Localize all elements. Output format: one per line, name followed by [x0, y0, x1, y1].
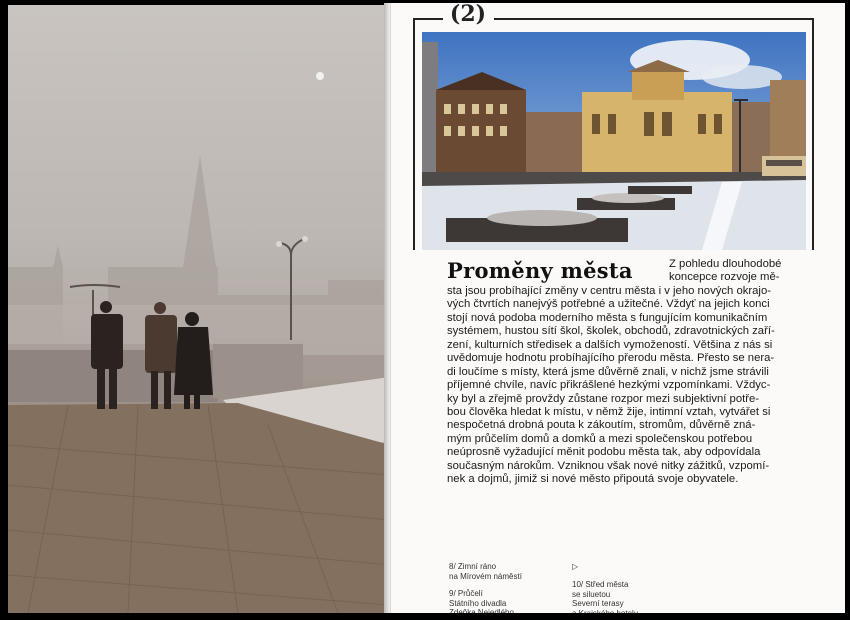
caption-line: 9/ Průčelí [449, 589, 483, 598]
bottom-edge [0, 613, 850, 620]
theatre-square-illustration [422, 32, 806, 250]
article-title: Proměny města [447, 258, 633, 283]
body-line: současným nárokům. Vzniknou však nové nitky zážitků, vzpomí- [447, 459, 770, 472]
body-line: bou člověka hledat k místu, v němž žije, intimní vztah, vytvářet si [447, 405, 771, 418]
caption-line: se siluetou [572, 589, 611, 599]
foggy-square-photo [8, 5, 390, 613]
body-line: koncepce rozvoje mě- [669, 271, 780, 284]
body-line: neúprosně vyžadující měnit podobu města tak, aby odpovídala [447, 446, 761, 459]
body-line: systémem, hustou sítí škol, školek, obchodů, zdravotnických zaří- [447, 325, 775, 338]
caption-line: Státního divadla [449, 598, 507, 608]
foggy-square-illustration [8, 5, 390, 613]
theatre-square-photo [422, 32, 806, 250]
article-body [447, 258, 809, 487]
caption-8 [449, 562, 522, 581]
frame-line [413, 18, 415, 250]
arrow-icon: ▷ [572, 562, 579, 571]
caption-line: 8/ Zimní ráno [449, 562, 497, 571]
frame-line [413, 18, 443, 20]
frame-line [812, 18, 814, 250]
page-number: (2) [449, 1, 487, 27]
body-line: nespočetná drobná pouta k zákoutím, stromům, důvěrně zná- [447, 419, 756, 432]
body-line: sta jsou probíhající změny v centru města i v jeho nových okrajo- [447, 284, 771, 297]
body-line: stojí nová podoba moderního města s fungujícím komunikačním [447, 311, 768, 324]
body-line: ky byl a zřejmě provždy zůstane rozpor mezi subjektivní potře- [447, 392, 760, 405]
caption-line: na Mírovém náměstí [449, 571, 522, 581]
page-number-value: 2 [460, 1, 476, 27]
frame-line [494, 18, 814, 20]
body-line: zení, kulturních středisek a dalších vymožeností. Většina z nás si [447, 338, 773, 351]
body-line: příjemné chvíle, navíc přikrášlené hezkými vzpomínkami. Vždyc- [447, 379, 771, 392]
body-line: vých čtvrtích nanejvýš potřebné a užitečné. Vždyť na jejich konci [447, 298, 770, 311]
body-line: mým průčelím domů a domků a mezi společenskou potřebou [447, 432, 753, 445]
body-line: Z pohledu dlouhodobé [669, 258, 782, 270]
body-line: di loučíme s místy, která jsme důvěrně znali, v nichž jsme strávili [447, 365, 769, 378]
body-line: uvědomuje hodnotu probíhajícího přerodu města. Přesto se nera- [447, 352, 775, 365]
caption-line: 10/ Střed města [572, 580, 629, 589]
body-line: nek a dojmů, jimiž si nové město připoutá svoje obyvatele. [447, 473, 739, 486]
caption-line: Severní terasy [572, 599, 624, 609]
